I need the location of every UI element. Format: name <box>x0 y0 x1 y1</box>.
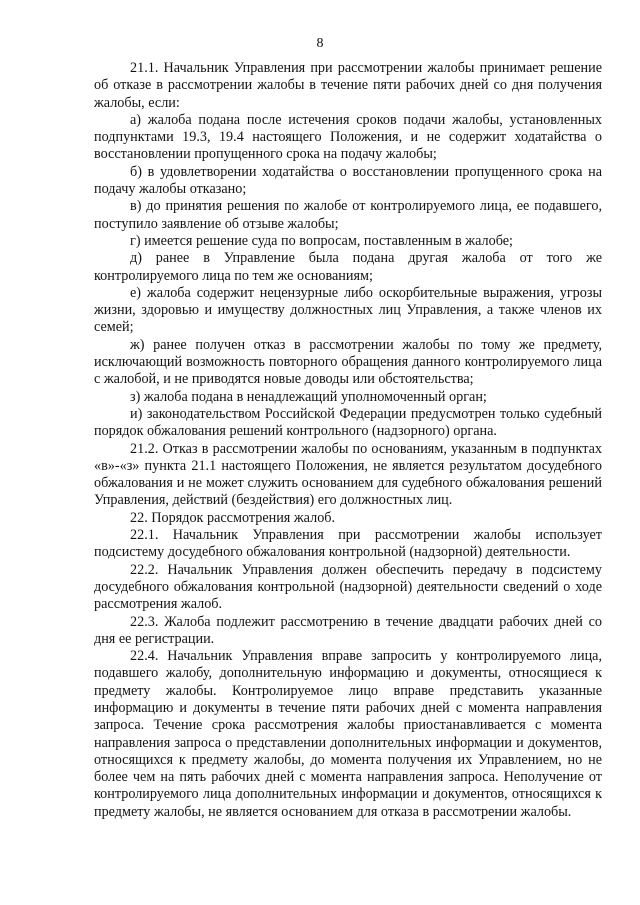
paragraph-22-3: 22.3. Жалоба подлежит рассмотрению в течение двадцати рабочих дней со дня ее регистрации. <box>94 613 602 647</box>
page-number: 8 <box>316 36 324 51</box>
list-item-b: б) в удовлетворении ходатайства о восстановлении пропущенного срока на подачу жалобы отказано; <box>94 163 602 198</box>
document-body <box>94 60 602 821</box>
list-item-v: в) до принятия решения по жалобе от контролируемого лица, ее подавшего, поступило заявление об отзыве жалобы; <box>94 198 602 232</box>
paragraph-22-4: 22.4. Начальник Управления вправе запросить у контролируемого лица, подавшего жалобу, дополнительную информацию и документы, относящиеся к предмету жалобы. Контролируемое лицо вправе представить указанные информацию и документы в течение пяти рабочих дней с момента направления запроса. Течение срока рассмотрения жалобы приостанавливается с момента направления запроса о представлении дополнительных информации и документов, относящихся к предмету жалобы, до момента получения их Управлением, но не более чем на пять рабочих дней с момента направления запроса. Неполучение от контролируемого лица дополнительных информации и документов, относящихся к предмету жалобы, не является основанием для отказа в рассмотрении жалобы. <box>94 648 602 820</box>
paragraph-21-2: 21.2. Отказ в рассмотрении жалобы по основаниям, указанным в подпунктах «в»-«з» пункта 21.1 настоящего Положения, не является результатом досудебного обжалования и не может служить основанием для судебного обжалования решений Управления, действий (бездействия) его должностных лиц. <box>94 440 602 509</box>
list-item-z: з) жалоба подана в ненадлежащий уполномоченный орган; <box>130 388 487 405</box>
paragraph-21-1: 21.1. Начальник Управления при рассмотрении жалобы принимает решение об отказе в рассмотрении жалобы в течение пяти рабочих дней со дня получения жалобы, если: <box>94 60 602 111</box>
list-item-a: а) жалоба подана после истечения сроков подачи жалобы, установленных подпунктами 19.3, 19.4 настоящего Положения, и не содержит ходатайства о восстановлении пропущенного срока на подачу жалобы; <box>94 111 602 163</box>
list-item-zh: ж) ранее получен отказ в рассмотрении жалобы по тому же предмету, исключающий возможность повторного обращения данного контролируемого лица с жалобой, и не приводятся новые доводы или обстоятельства; <box>94 336 602 388</box>
list-item-e: е) жалоба содержит нецензурные либо оскорбительные выражения, угрозы жизни, здоровью и имуществу должностных лиц Управления, а также членов их семей; <box>94 284 602 336</box>
section-heading-22: 22. Порядок рассмотрения жалоб. <box>130 509 336 526</box>
list-item-d: д) ранее в Управление была подана другая жалоба от того же контролируемого лица по тем же основаниям; <box>94 250 602 284</box>
list-item-g: г) имеется решение суда по вопросам, поставленным в жалобе; <box>130 232 513 249</box>
paragraph-22-2: 22.2. Начальник Управления должен обеспечить передачу в подсистему досудебного обжалования контрольной (надзорной) деятельности сведений о ходе рассмотрения жалоб. <box>94 561 602 613</box>
list-item-i: и) законодательством Российской Федерации предусмотрен только судебный порядок обжалования решений контрольного (надзорного) органа. <box>94 405 602 440</box>
paragraph-22-1: 22.1. Начальник Управления при рассмотрении жалобы использует подсистему досудебного обжалования контрольной (надзорной) деятельности. <box>94 527 602 561</box>
